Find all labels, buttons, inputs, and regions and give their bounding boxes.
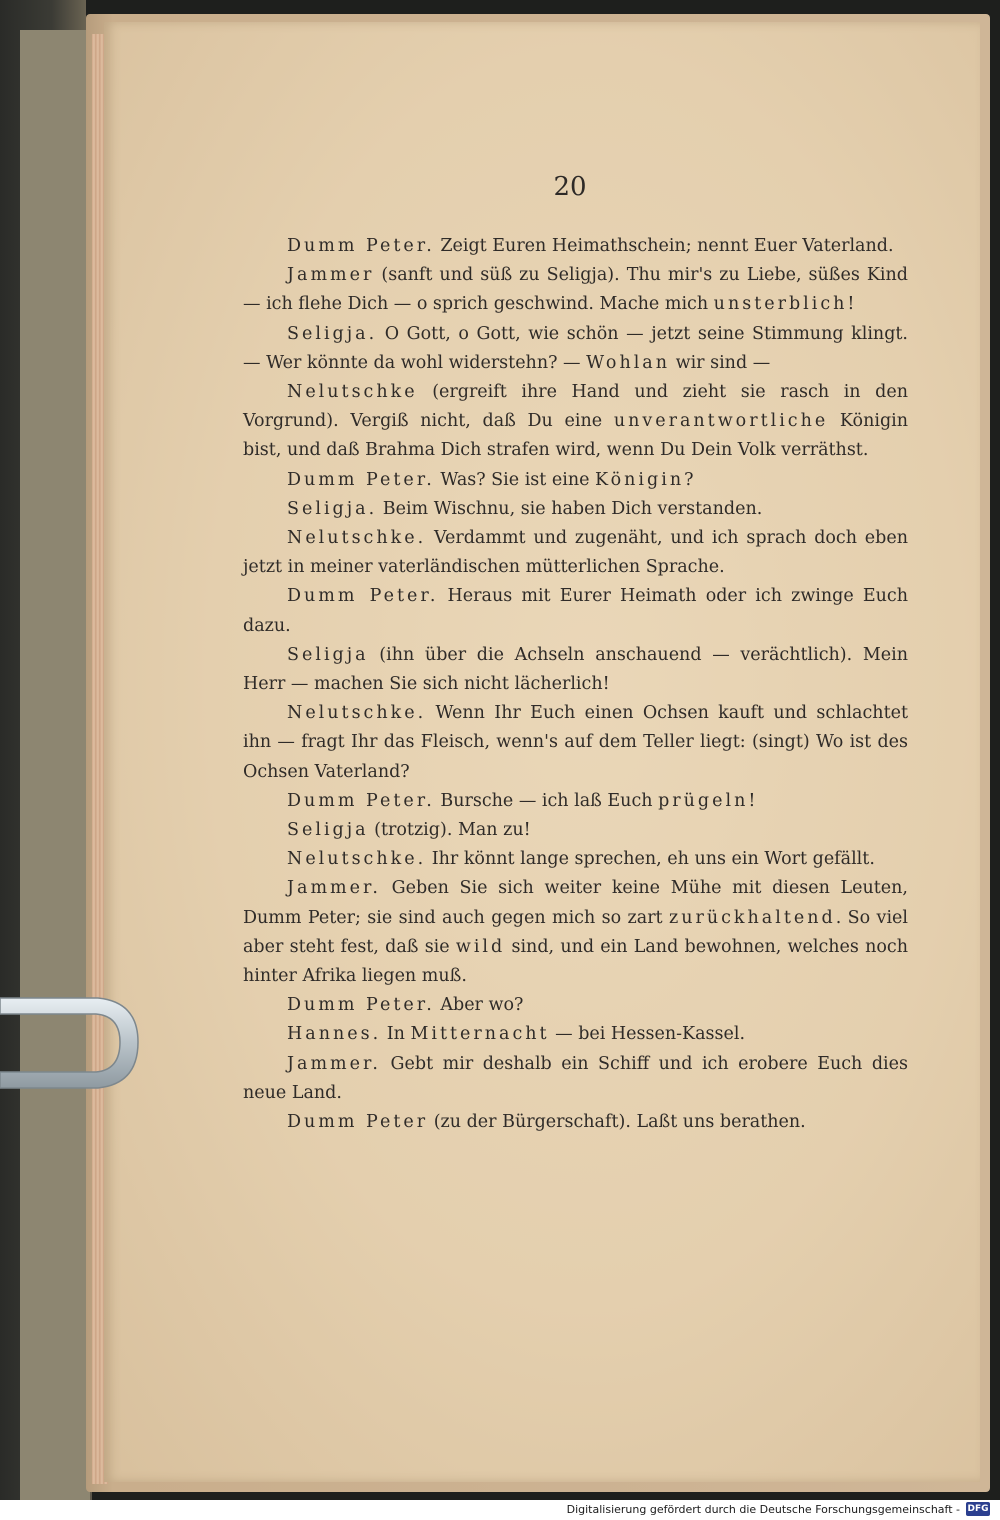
dialogue-text: Gebt mir deshalb ein Schiff und ich erobere Euch dies neue Land. [243, 1053, 908, 1103]
page-clip [0, 988, 140, 1096]
emphasized-text: unsterblich [713, 294, 848, 315]
dialogue-text: Wenn Ihr Euch einen Ochsen kauft und schlachtet ihn — fragt Ihr das Fleisch, wenn's auf dem Teller liegt: (singt) Wo ist des Ochsen Vaterland? [243, 703, 908, 782]
speaker-name: Dumm Peter. [287, 586, 439, 607]
speaker-name: Jammer [287, 265, 375, 286]
dialogue-text: Heraus mit Eurer Heimath oder ich zwinge Euch dazu. [243, 586, 909, 636]
emphasized-text: unverantwortliche [613, 411, 829, 432]
dialogue-text: Geben Sie sich weiter keine Mühe mit diesen Leuten, Dumm Peter; sie sind auch gegen mich so zart [243, 878, 908, 928]
speaker-name: Nelutschke. [287, 849, 427, 870]
dialogue-paragraph [243, 991, 908, 1020]
speaker-name: Hannes. [287, 1024, 382, 1045]
emphasized-text: Königin [595, 469, 685, 490]
dialogue-text: (ergreift ihre Hand und zieht sie rasch in den Vorgrund). Vergiß nicht, daß Du eine [243, 382, 908, 432]
dialogue-text: — bei Hessen-Kassel. [549, 1024, 746, 1045]
dialogue-text: Zeigt Euren Heimathschein; nennt Euer Vaterland. [434, 236, 894, 256]
dialogue-text: Was? Sie ist eine [434, 469, 596, 490]
dialogue-text: ! [748, 790, 756, 811]
dialogue-text: sind, und ein Land bewohnen, welches noch hinter Afrika liegen muß. [243, 936, 908, 987]
dialogue-text: ! [847, 294, 855, 315]
dialogue-text: Bursche — ich laß Euch [434, 790, 659, 811]
dialogue-text: ? [684, 469, 694, 490]
dialogue-text: In [381, 1024, 411, 1045]
speaker-name: Dumm Peter. [287, 236, 435, 256]
dialogue-text: Königin bist, und daß Brahma Dich strafen wird, wenn Du Dein Volk verräthst. [243, 411, 909, 461]
dialogue-paragraph [243, 874, 908, 991]
dialogue-text: Verdammt und zugenäht, und ich sprach doch eben jetzt in meiner vaterländischen mütterlichen Sprache. [243, 528, 908, 578]
dialogue-paragraph [243, 816, 908, 845]
dialogue-paragraph [243, 524, 908, 582]
dialogue-paragraph [243, 378, 908, 466]
speaker-name: Seligja. [287, 323, 378, 344]
speaker-name: Seligja [287, 644, 369, 665]
speaker-name: Jammer. [287, 1053, 381, 1074]
dialogue-text: (trotzig). Man zu! [368, 820, 531, 841]
dialogue-paragraph [243, 261, 908, 319]
dialogue-text: Aber wo? [434, 995, 524, 1016]
dialogue-text: O Gott, o Gott, wie schön — jetzt seine Stimmung klingt. — Wer könnte da wohl widerstehn? — [243, 323, 908, 373]
dialogue-paragraph [243, 1050, 908, 1108]
speaker-name: Jammer. [287, 878, 381, 899]
speaker-name: Nelutschke. [287, 703, 427, 724]
dialogue-paragraph [243, 787, 908, 816]
speaker-name: Nelutschke. [287, 528, 427, 549]
dialogue-text: . So viel aber steht fest, daß sie [243, 907, 908, 957]
dfg-logo: DFG [967, 1504, 989, 1514]
speaker-name: Seligja. [287, 498, 378, 519]
dialogue-text: (sanft und süß zu Seligja). Thu mir's zu Liebe, süßes Kind — ich flehe Dich — o sprich geschwind. Mache mich [243, 265, 908, 315]
dialogue-paragraph [243, 1108, 908, 1137]
dialogue-paragraph [243, 582, 908, 640]
dialogue-paragraph [243, 495, 908, 524]
dialogue-text: Ihr könnt lange sprechen, eh uns ein Wort gefällt. [426, 849, 875, 870]
speaker-name: Seligja [287, 820, 369, 841]
speaker-name: Dumm Peter. [287, 995, 435, 1016]
speaker-name: Dumm Peter. [287, 469, 435, 490]
dialogue-paragraph [243, 641, 908, 699]
dialogue-paragraph [243, 1020, 908, 1049]
book-cover-edge [20, 30, 92, 1500]
emphasized-text: zurückhaltend [668, 907, 836, 928]
dialogue-paragraph [243, 845, 908, 874]
speaker-name: Dumm Peter [287, 1112, 429, 1133]
dialogue-paragraph [243, 699, 908, 787]
dialogue-text: Beim Wischnu, sie haben Dich verstanden. [377, 498, 763, 519]
footer-credit: Digitalisierung gefördert durch die Deutsche Forschungsgemeinschaft - [566, 1503, 960, 1516]
emphasized-text: wild [455, 936, 506, 957]
dialogue-paragraph [243, 466, 908, 495]
emphasized-text: Wohlan [586, 352, 671, 373]
emphasized-text: prügeln [658, 790, 749, 811]
page-number: 20 [553, 172, 587, 202]
dialogue-text: (zu der Bürgerschaft). Laßt uns berathen. [428, 1112, 806, 1133]
speaker-name: Dumm Peter. [287, 790, 435, 811]
dialogue-paragraph [243, 320, 908, 378]
play-text [243, 232, 908, 1137]
dialogue-paragraph [243, 232, 908, 261]
speaker-name: Nelutschke [287, 382, 418, 403]
emphasized-text: Mitternacht [410, 1024, 550, 1045]
dialogue-text: wir sind — [670, 352, 771, 373]
dialogue-text: (ihn über die Achseln anschauend — verächtlich). Mein Herr — machen Sie sich nicht lächerlich! [243, 644, 908, 695]
